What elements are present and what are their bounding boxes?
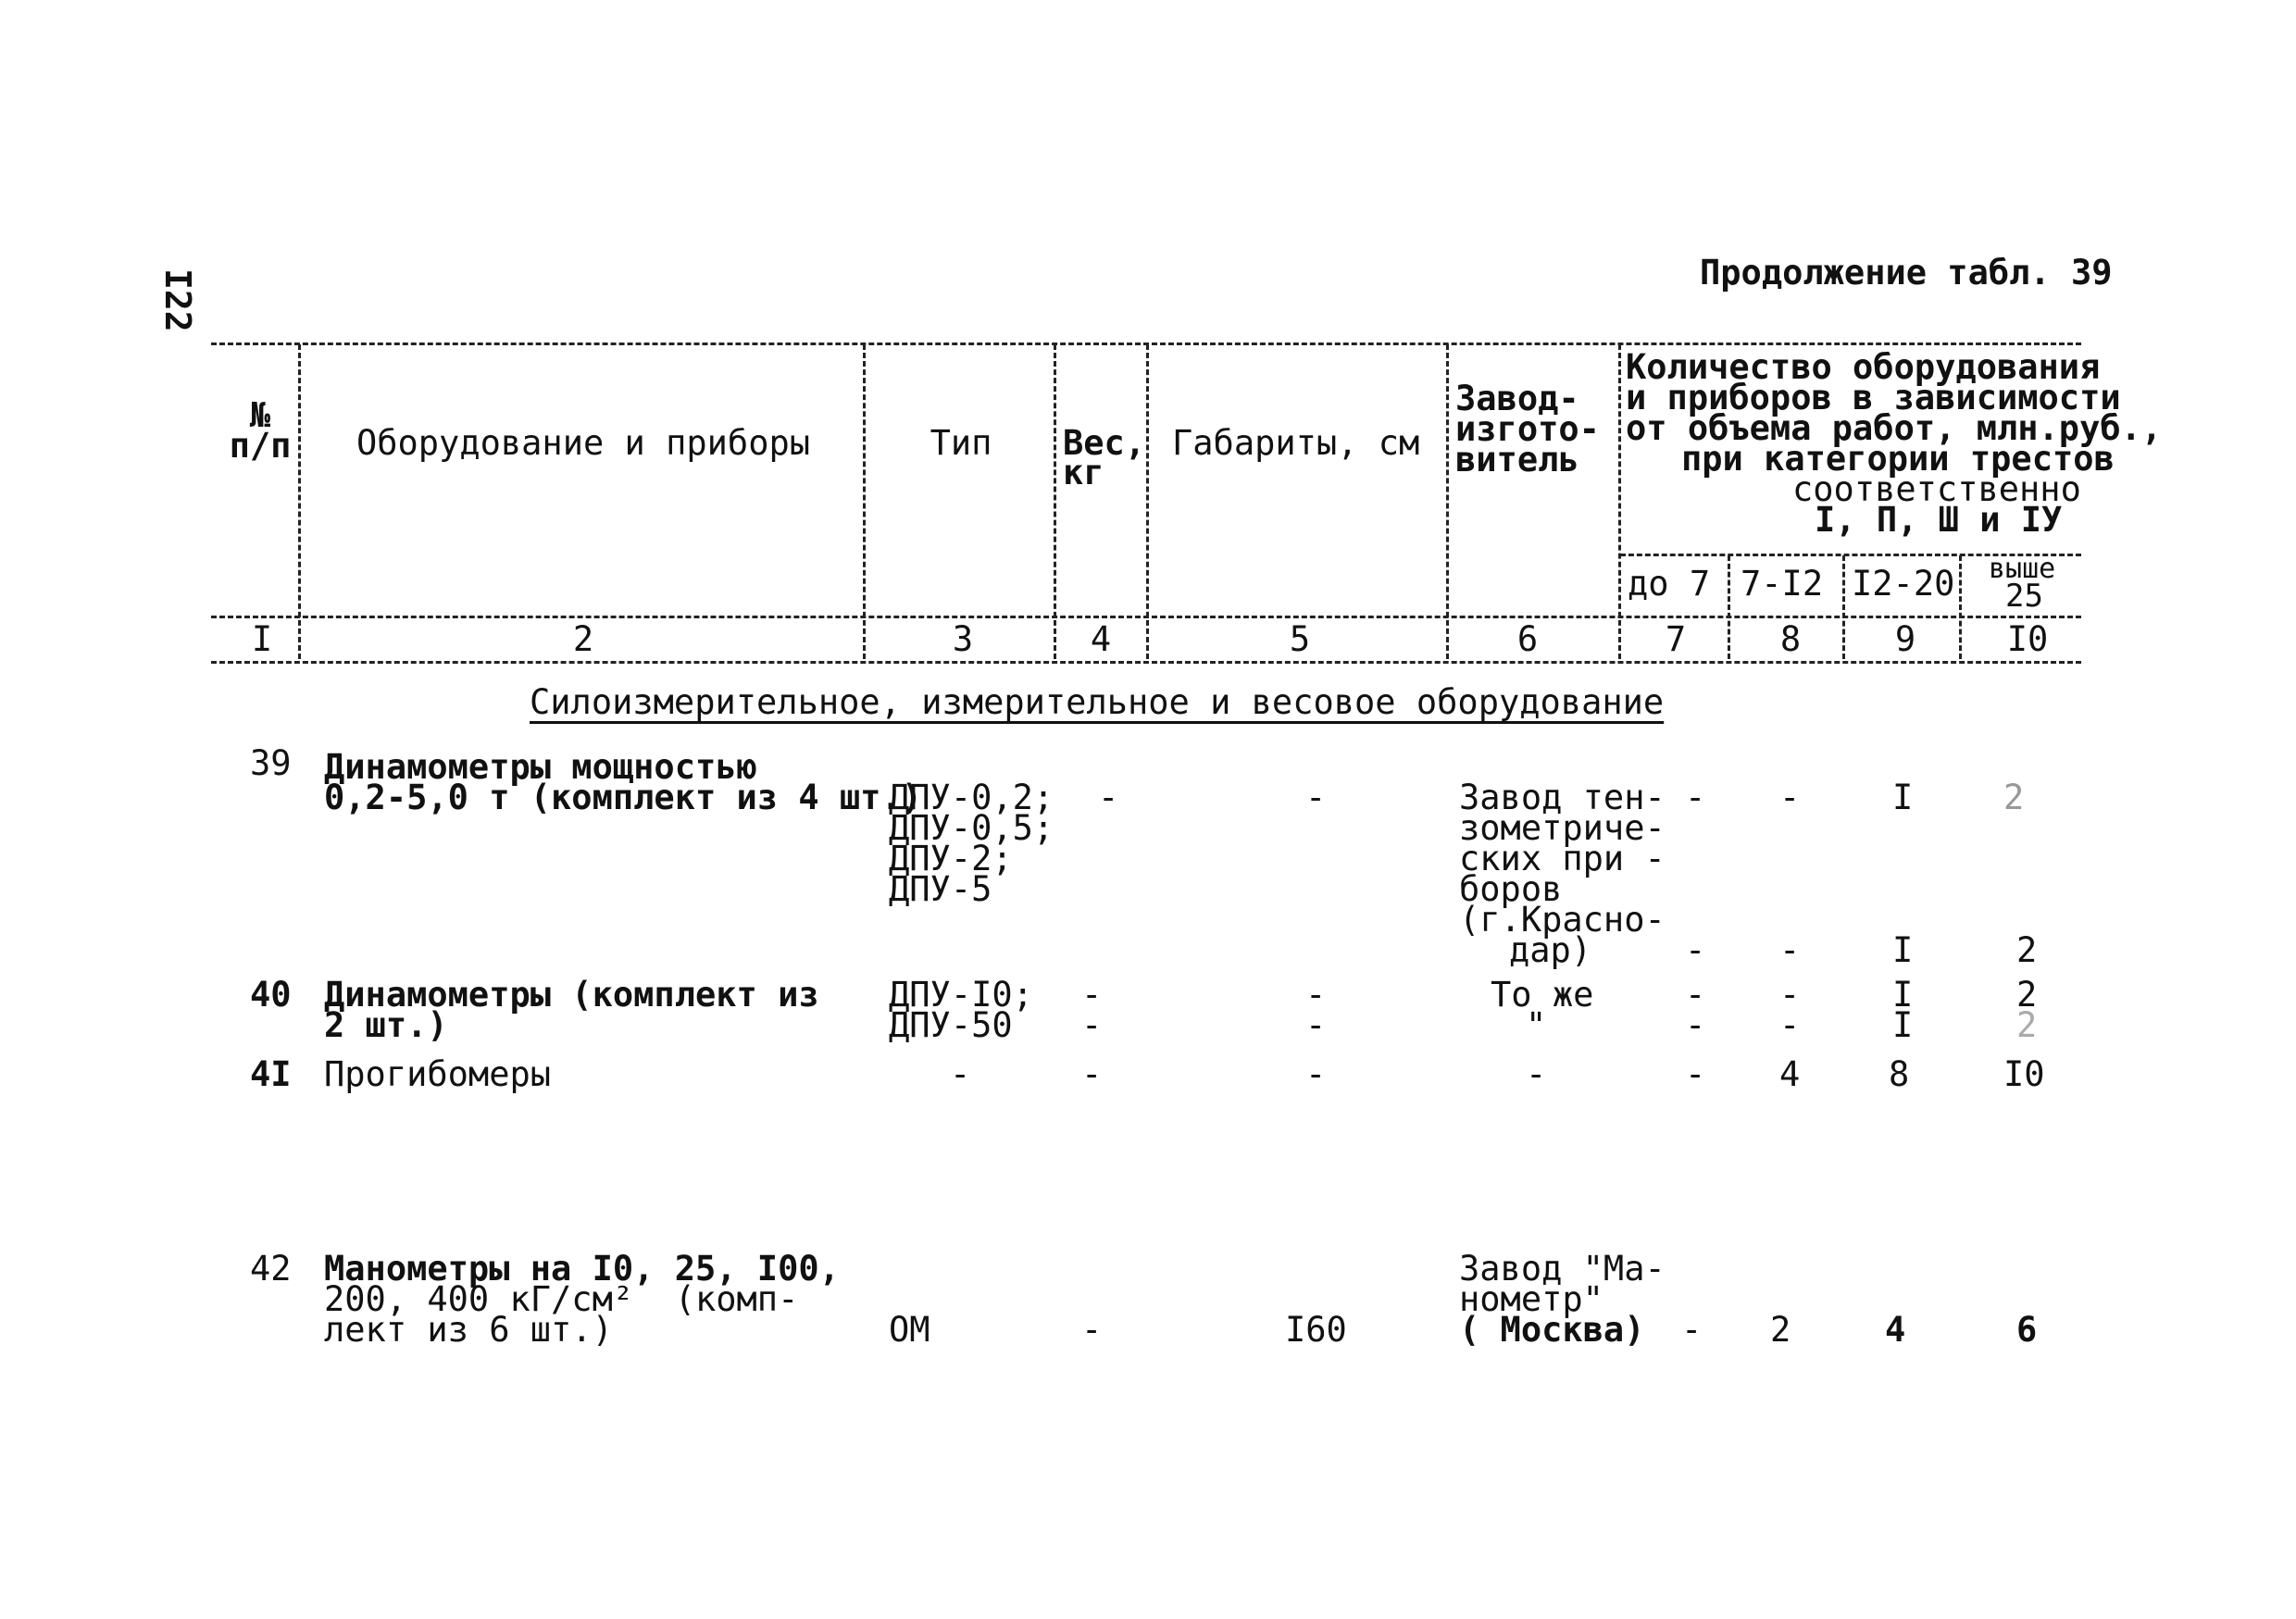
colnum-8: 8 bbox=[1779, 619, 1802, 659]
colnum-6: 6 bbox=[1516, 619, 1539, 659]
colnum-2: 2 bbox=[572, 619, 594, 659]
row-41-no: 4I bbox=[250, 1054, 292, 1094]
colnum-4: 4 bbox=[1090, 619, 1112, 659]
row-42-q8: 2 bbox=[1770, 1310, 1791, 1350]
row-40-maker-2: " bbox=[1526, 1005, 1547, 1045]
header-group-line6: I, П, Ш и IУ bbox=[1815, 500, 2063, 540]
row-42-dims: I60 bbox=[1285, 1310, 1347, 1350]
row-40-type-2: ДПУ-50 bbox=[889, 1005, 1013, 1045]
row-42-maker-2: нометр" bbox=[1459, 1279, 1603, 1319]
header-sub-3: I2-20 bbox=[1852, 564, 1955, 604]
col-sep-9 bbox=[1959, 555, 1962, 659]
row-39-maker-1: Завод тен- bbox=[1459, 778, 1666, 817]
row-42-name-2: 200, 400 кГ/см² (комп- bbox=[324, 1279, 799, 1319]
row-40-q10-b: 2 bbox=[2016, 1005, 2038, 1045]
row-39-q7: - bbox=[1685, 778, 1706, 817]
row-40-q7: - bbox=[1685, 975, 1706, 1015]
table-caption: Продолжение табл. 39 bbox=[1700, 253, 2113, 293]
row-42-name-1: Манометры на I0, 25, I00, bbox=[324, 1249, 840, 1289]
row-39-maker-2: зометриче- bbox=[1459, 808, 1666, 848]
header-group-line3: от объема работ, млн.руб., bbox=[1626, 408, 2163, 448]
colnum-9: 9 bbox=[1894, 619, 1916, 659]
col-sep-8 bbox=[1842, 555, 1845, 659]
row-39-q7-b: - bbox=[1685, 930, 1706, 970]
row-41-name: Прогибомеры bbox=[324, 1054, 552, 1094]
row-42-q10: 6 bbox=[2016, 1310, 2038, 1350]
row-42-type: ОМ bbox=[889, 1310, 930, 1350]
row-40-dims-1: - bbox=[1305, 975, 1327, 1015]
row-41-q7: - bbox=[1685, 1054, 1706, 1094]
header-col1-line2: п/п bbox=[229, 426, 292, 466]
row-39-name-2: 0,2-5,0 т (комплект из 4 шт.) bbox=[324, 778, 923, 817]
row-39-q9: I bbox=[1892, 778, 1914, 817]
row-39-dims: - bbox=[1305, 778, 1327, 817]
row-42-weight: - bbox=[1081, 1310, 1103, 1350]
row-39-type-4: ДПУ-5 bbox=[889, 869, 992, 909]
colnum-7: 7 bbox=[1665, 619, 1687, 659]
row-39-type-2: ДПУ-0,5; bbox=[889, 808, 1054, 848]
row-41-dims: - bbox=[1305, 1054, 1327, 1094]
row-40-maker-1: То же bbox=[1491, 975, 1594, 1015]
header-col5: Габариты, см bbox=[1172, 423, 1420, 463]
header-col4-line1: Вес, bbox=[1063, 423, 1146, 463]
row-40-q8-b: - bbox=[1779, 1005, 1801, 1045]
row-41-q10: I0 bbox=[2003, 1054, 2045, 1094]
row-39-q10-b: 2 bbox=[2016, 930, 2038, 970]
row-40-name-2: 2 шт.) bbox=[324, 1005, 448, 1045]
row-39-maker-3: ских при - bbox=[1459, 839, 1666, 878]
header-group-line2: и приборов в зависимости bbox=[1626, 378, 2121, 417]
col-sep-7 bbox=[1728, 555, 1730, 659]
row-40-weight-1: - bbox=[1081, 975, 1103, 1015]
row-41-q8: 4 bbox=[1779, 1054, 1801, 1094]
row-42-no: 42 bbox=[250, 1249, 292, 1289]
row-40-q9: I bbox=[1892, 975, 1914, 1015]
row-39-name-1: Динамометры мощностью bbox=[324, 747, 757, 787]
colnum-3: 3 bbox=[952, 619, 974, 659]
row-42-maker-3: ( Москва) bbox=[1459, 1310, 1645, 1350]
row-39-q9-b: I bbox=[1892, 930, 1914, 970]
col-sep-3 bbox=[1054, 344, 1056, 659]
row-40-q10: 2 bbox=[2016, 975, 2038, 1015]
row-39-q8-b: - bbox=[1779, 930, 1801, 970]
header-col6-line1: Завод- bbox=[1455, 379, 1579, 418]
row-42-name-3: лект из 6 шт.) bbox=[324, 1310, 613, 1350]
header-col6-line3: витель bbox=[1455, 440, 1579, 479]
header-col2: Оборудование и приборы bbox=[356, 423, 811, 463]
row-40-q9-b: I bbox=[1892, 1005, 1914, 1045]
header-group-line5: соответственно bbox=[1792, 469, 2081, 509]
header-group-line1: Количество оборудования bbox=[1626, 347, 2101, 387]
row-39-maker-4: боров bbox=[1459, 869, 1563, 909]
row-39-weight: - bbox=[1098, 778, 1119, 817]
col-sep-2 bbox=[863, 344, 866, 659]
row-41-weight: - bbox=[1081, 1054, 1103, 1094]
col-sep-1 bbox=[298, 344, 301, 659]
header-sub-1: до 7 bbox=[1628, 564, 1711, 604]
row-42-q9: 4 bbox=[1885, 1310, 1906, 1350]
header-group-line4: при категории трестов bbox=[1681, 439, 2115, 479]
header-sub-4a: выше bbox=[1989, 553, 2056, 585]
numbers-bottom-rule bbox=[211, 661, 2081, 664]
col-sep-5 bbox=[1446, 344, 1449, 659]
col-sep-6 bbox=[1618, 344, 1621, 659]
colnum-1: I bbox=[251, 619, 273, 659]
page-number: I22 bbox=[157, 268, 198, 332]
row-42-maker-1: Завод "Ма- bbox=[1459, 1249, 1666, 1289]
row-40-type-1: ДПУ-I0; bbox=[889, 975, 1033, 1015]
col-sep-4 bbox=[1146, 344, 1149, 659]
header-col3: Тип bbox=[930, 423, 992, 463]
row-39-maker-5: (г.Красно- bbox=[1459, 900, 1666, 940]
row-40-no: 40 bbox=[250, 975, 292, 1015]
row-40-dims-2: - bbox=[1305, 1005, 1327, 1045]
header-col1-line1: № bbox=[249, 395, 271, 435]
row-39-type-3: ДПУ-2; bbox=[889, 839, 1013, 878]
row-40-name-1: Динамометры (комплект из bbox=[324, 975, 819, 1015]
row-41-maker: - bbox=[1526, 1054, 1547, 1094]
row-40-q7-b: - bbox=[1685, 1005, 1706, 1045]
row-41-q9: 8 bbox=[1889, 1054, 1910, 1094]
row-42-q7: - bbox=[1681, 1310, 1703, 1350]
colnum-10: I0 bbox=[2006, 619, 2049, 659]
row-39-q10: 2 bbox=[2003, 778, 2025, 817]
row-39-maker-6: дар) bbox=[1509, 930, 1592, 970]
header-sub-4b: 25 bbox=[2005, 578, 2043, 615]
header-col4-line2: кг bbox=[1063, 453, 1104, 492]
section-title: Силоизмерительное, измерительное и весовое оборудование bbox=[530, 682, 1665, 722]
row-39-q8: - bbox=[1779, 778, 1801, 817]
row-39-no: 39 bbox=[250, 743, 292, 783]
header-sub-2: 7-I2 bbox=[1741, 564, 1824, 604]
row-39-type-1: ДПУ-0,2; bbox=[889, 778, 1054, 817]
colnum-5: 5 bbox=[1289, 619, 1311, 659]
row-40-weight-2: - bbox=[1081, 1005, 1103, 1045]
row-41-type: - bbox=[950, 1054, 971, 1094]
row-40-q8: - bbox=[1779, 975, 1801, 1015]
header-col6-line2: изгото- bbox=[1455, 409, 1600, 449]
